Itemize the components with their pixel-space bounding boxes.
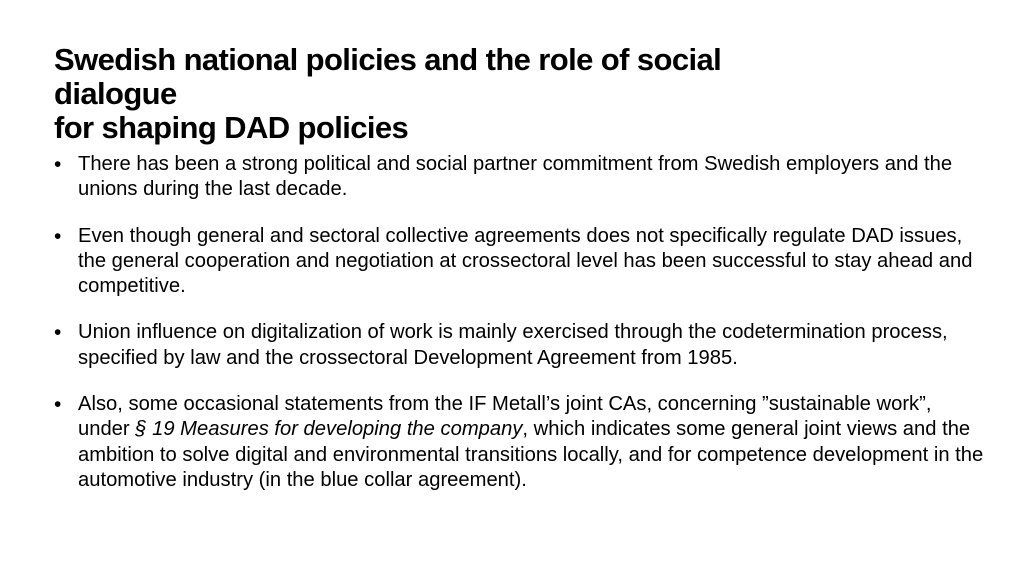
slide-title [54,43,954,145]
bullet-4-text-before: Also, some occasional statements from the IF Metall’s joint CAs, concerning ”sustainable work”, under [78,393,932,441]
bullet-2-text: Even though general and sectoral collective agreements does not specifically regulate DAD issues, the general cooperation and negotiation at crossectoral level has been successful to stay ahead and competitive. [78,224,973,298]
bullet-3-text: Union influence on digitalization of work is mainly exercised through the codetermination process, specified by law and the crossectoral Development Agreement from 1985. [78,321,948,369]
title-line-3: for shaping DAD policies [54,110,409,145]
bullet-item-1 [54,152,984,203]
bullet-list [54,152,984,514]
bullet-1-text: There has been a strong political and social partner commitment from Swedish employers and the unions during the last decade. [78,153,953,201]
bullet-item-4 [54,392,984,493]
bullet-item-3 [54,320,984,371]
bullet-4-text-after: , which indicates some general joint views and the ambition to solve digital and environmental transitions locally, and for competence development in the automotive industry (in the blue collar agreement). [78,418,984,491]
bullet-4-italic-reference: § 19 Measures for developing the company [135,418,523,441]
title-line-2: dialogue [54,76,177,111]
bullet-item-2 [54,224,984,300]
title-line-1: Swedish national policies and the role of social [54,42,722,77]
